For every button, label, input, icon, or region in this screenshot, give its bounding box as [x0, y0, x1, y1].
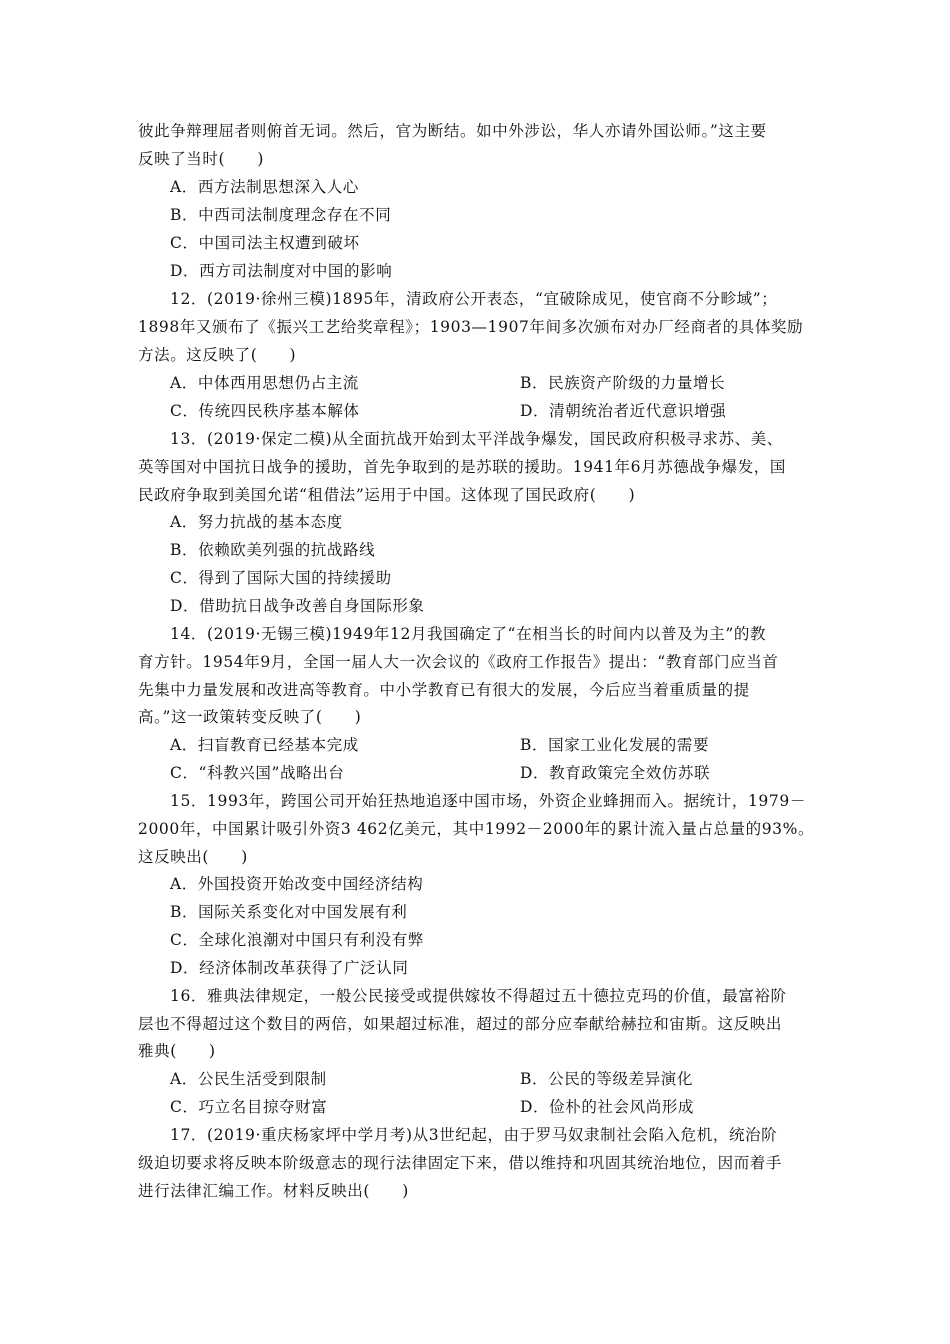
- q16-option-d: D．俭朴的社会风尚形成: [520, 1098, 695, 1116]
- q12-option-c: C．传统四民秩序基本解体: [170, 402, 360, 420]
- q11-option-b: B．中西司法制度理念存在不同: [170, 206, 392, 224]
- q14-stem-line-2: 育方针。1954年9月，全国一届人大一次会议的《政府工作报告》提出：“教育部门应当首: [138, 653, 779, 671]
- q15-option-a: A．外国投资开始改变中国经济结构: [170, 875, 424, 893]
- q16-option-b: B．公民的等级差异演化: [520, 1070, 693, 1088]
- q14-option-b: B．国家工业化发展的需要: [520, 736, 710, 754]
- q11-option-a: A．西方法制思想深入人心: [170, 178, 359, 196]
- q11-option-c: C．中国司法主权遭到破坏: [170, 234, 360, 252]
- q15-stem-line-3: 这反映出( ): [138, 848, 248, 866]
- q17-stem-line-1: 17．(2019·重庆杨家坪中学月考)从3世纪起，由于罗马奴隶制社会陷入危机，统治阶: [170, 1126, 778, 1144]
- q17-stem-line-3: 进行法律汇编工作。材料反映出( ): [138, 1182, 409, 1200]
- q16-stem-line-3: 雅典( ): [138, 1042, 216, 1060]
- q13-option-d: D．借助抗日战争改善自身国际形象: [170, 597, 425, 615]
- q13-stem-line-1: 13．(2019·保定二模)从全面抗战开始到太平洋战争爆发，国民政府积极寻求苏、美、: [170, 430, 783, 448]
- q15-stem-line-2: 2000年，中国累计吸引外资3 462亿美元，其中1992－2000年的累计流入量占总量的93%。: [138, 820, 815, 838]
- q11-stem-line-2: 反映了当时( ): [138, 150, 264, 168]
- q14-option-c: C．“科教兴国”战略出台: [170, 764, 345, 782]
- q13-stem-line-2: 英等国对中国抗日战争的援助，首先争取到的是苏联的援助。1941年6月苏德战争爆发，国: [138, 458, 787, 476]
- q15-stem-line-1: 15．1993年，跨国公司开始狂热地追逐中国市场，外资企业蜂拥而入。据统计，1979－: [170, 792, 806, 810]
- q12-option-b: B．民族资产阶级的力量增长: [520, 374, 726, 392]
- q13-option-c: C．得到了国际大国的持续援助: [170, 569, 392, 587]
- q16-stem-line-1: 16．雅典法律规定，一般公民接受或提供嫁妆不得超过五十德拉克玛的价值，最富裕阶: [170, 987, 787, 1005]
- q16-option-c: C．巧立名目掠夺财富: [170, 1098, 328, 1116]
- q15-option-d: D．经济体制改革获得了广泛认同: [170, 959, 409, 977]
- q17-stem-line-2: 级迫切要求将反映本阶级意志的现行法律固定下来，借以维持和巩固其统治地位，因而着手: [138, 1154, 783, 1172]
- q12-stem-line-2: 1898年又颁布了《振兴工艺给奖章程》；1903—1907年间多次颁布对办厂经商者的具体奖励: [138, 318, 804, 336]
- q12-stem-line-3: 方法。这反映了( ): [138, 346, 297, 364]
- q12-option-a: A．中体西用思想仍占主流: [170, 374, 359, 392]
- q14-stem-line-1: 14．(2019·无锡三模)1949年12月我国确定了“在相当长的时间内以普及为主”的教: [170, 625, 767, 643]
- q13-stem-line-3: 民政府争取到美国允诺“租借法”运用于中国。这体现了国民政府( ): [138, 486, 636, 504]
- q14-stem-line-4: 高。”这一政策转变反映了( ): [138, 708, 362, 726]
- q14-stem-line-3: 先集中力量发展和改进高等教育。中小学教育已有很大的发展，今后应当着重质量的提: [138, 681, 750, 699]
- q15-option-c: C．全球化浪潮对中国只有利没有弊: [170, 931, 424, 949]
- q16-option-a: A．公民生活受到限制: [170, 1070, 327, 1088]
- q14-option-d: D．教育政策完全效仿苏联: [520, 764, 711, 782]
- q11-stem-line-1: 彼此争辩理屈者则俯首无词。然后，官为断结。如中外涉讼，华人亦请外国讼师。”这主要: [138, 122, 767, 140]
- q15-option-b: B．国际关系变化对中国发展有利: [170, 903, 408, 921]
- q13-option-b: B．依赖欧美列强的抗战路线: [170, 541, 376, 559]
- q12-option-d: D．清朝统治者近代意识增强: [520, 402, 727, 420]
- q13-option-a: A．努力抗战的基本态度: [170, 513, 343, 531]
- q16-stem-line-2: 层也不得超过这个数目的两倍，如果超过标准，超过的部分应奉献给赫拉和宙斯。这反映出: [138, 1015, 783, 1033]
- q14-option-a: A．扫盲教育已经基本完成: [170, 736, 359, 754]
- q12-stem-line-1: 12．(2019·徐州三模)1895年，清政府公开表态，“宜破除成见，使官商不分畛域”；: [170, 290, 778, 308]
- q11-option-d: D．西方司法制度对中国的影响: [170, 262, 393, 280]
